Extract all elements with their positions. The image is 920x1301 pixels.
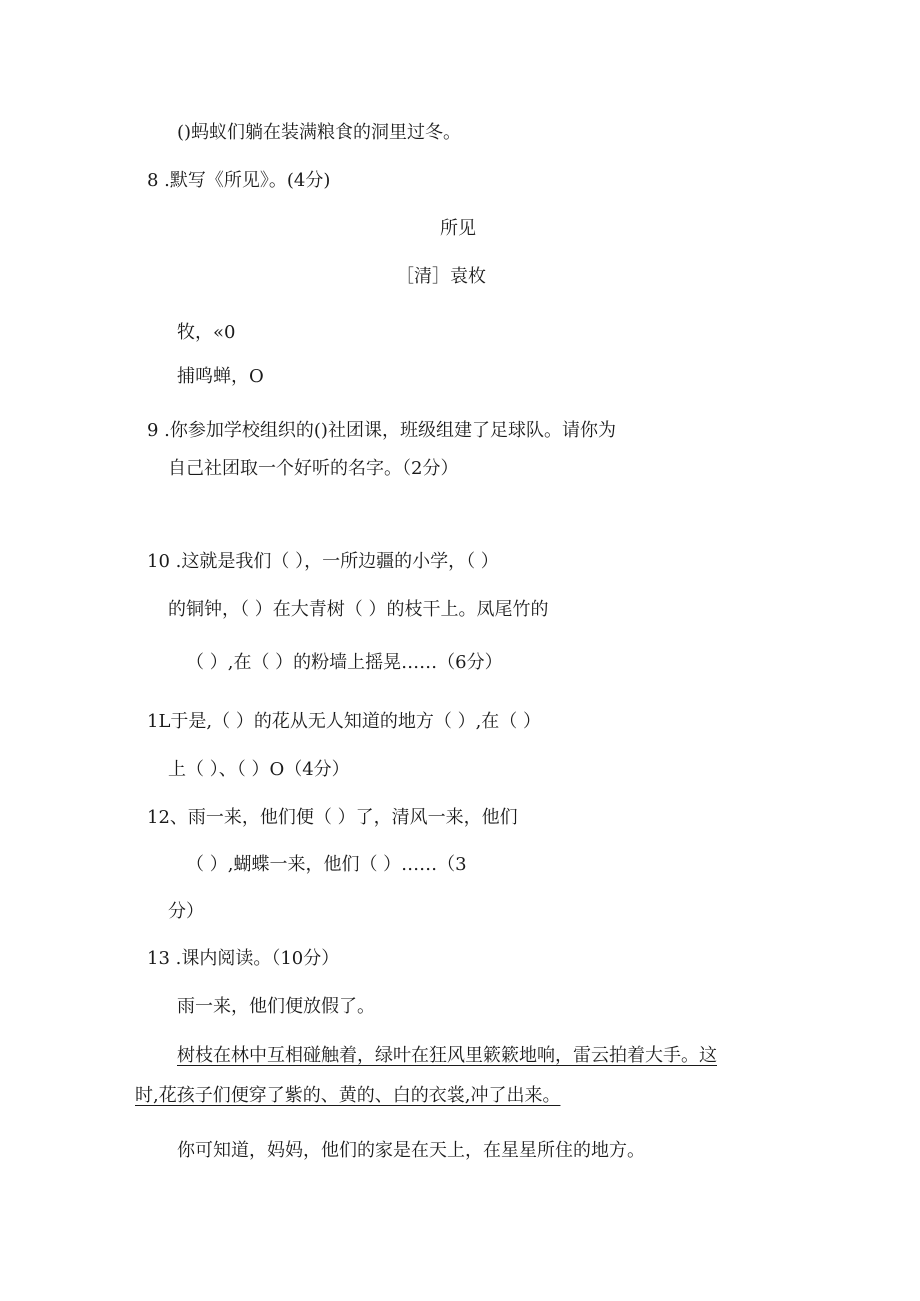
q10-line-2: 的铜钟，（ ）在大青树（ ）的枝干上。凤尾竹的 — [168, 599, 549, 620]
q10-line-3: （ ）,在（ ）的粉墙上摇晃……（6分） — [186, 652, 503, 673]
q9-prompt-cont: 自己社团取一个好听的名字。（2分） — [168, 458, 459, 479]
q11-line-1: 1L于是,（ ）的花从无人知道的地方（ ）,在（ ） — [147, 711, 542, 732]
q12-line-1: 12、雨一来，他们便（ ）了，清风一来，他们 — [147, 807, 518, 828]
q10-line-1: 10 .这就是我们（ ），一所边疆的小学，（ ） — [147, 551, 499, 572]
q7-option-line: ()蚂蚁们躺在装满粮食的洞里过冬。 — [177, 122, 462, 143]
reading-paragraph-2-cont: 时,花孩子们便穿了紫的、黄的、白的衣裳,冲了出来。 — [135, 1085, 561, 1106]
q8-prompt: 8 .默写《所见》。(4分) — [147, 170, 331, 191]
poem-line-1: 牧，«0 — [177, 322, 236, 343]
reading-paragraph-2-underlined: 树枝在林中互相碰触着，绿叶在狂风里簌簌地响，雷云拍着大手。这 — [177, 1045, 717, 1066]
reading-paragraph-3: 你可知道，妈妈，他们的家是在天上，在星星所住的地方。 — [177, 1140, 645, 1161]
q12-line-2: （ ）,蝴蝶一来，他们（ ）……（3 — [186, 854, 467, 875]
poem-title: 所见 — [440, 218, 476, 239]
reading-paragraph-1: 雨一来，他们便放假了。 — [177, 996, 375, 1017]
poem-line-2: 捕鸣蝉，O — [177, 366, 264, 387]
poem-author: ［清］袁枚 — [396, 266, 486, 287]
q12-line-3: 分） — [168, 901, 204, 922]
q13-prompt: 13 .课内阅读。（10分） — [147, 948, 340, 969]
q9-prompt: 9 .你参加学校组织的()社团课，班级组建了足球队。请你为 — [147, 420, 616, 441]
q11-line-2: 上（ ）、（ ）O（4分） — [168, 759, 350, 780]
